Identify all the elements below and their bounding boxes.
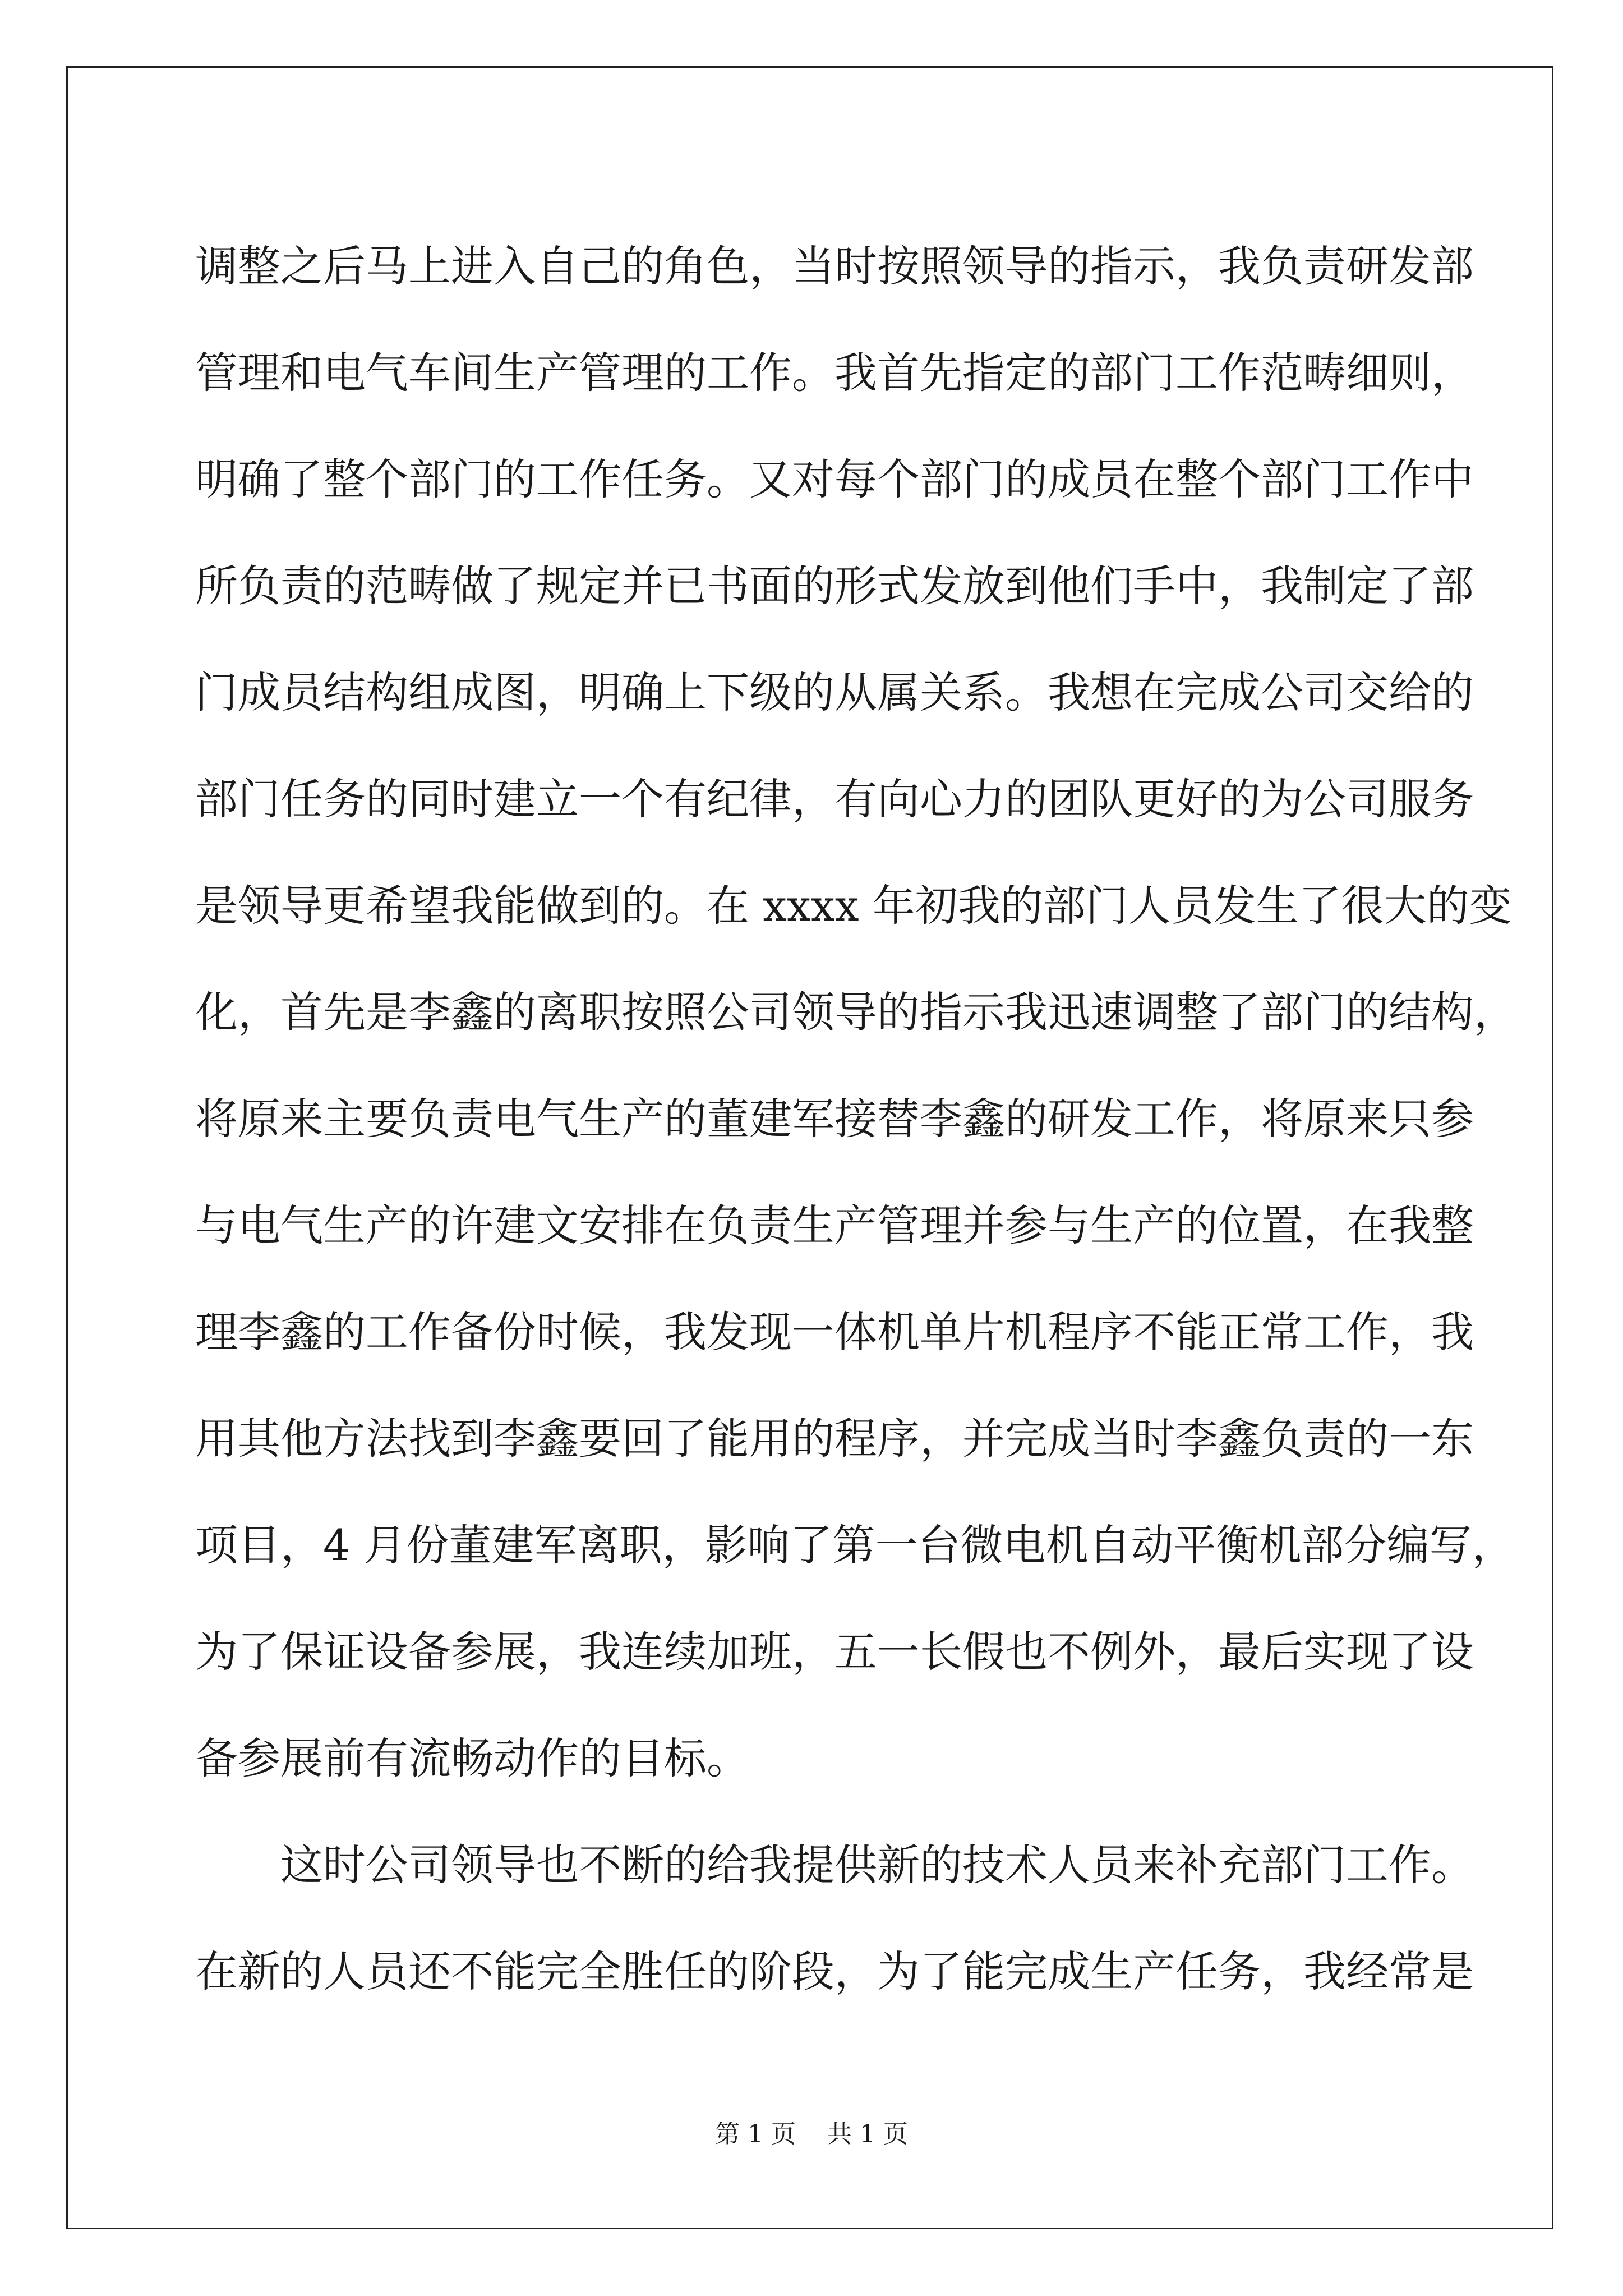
text-line: 与电气生产的许建文安排在负责生产管理并参与生产的位置，在我整 [195,1200,1474,1250]
page-number: 第 1 页 [715,2120,796,2148]
text-line: 在新的人员还不能完全胜任的阶段，为了能完成生产任务，我经常是 [195,1947,1474,1996]
paragraph-start-line: 这时公司领导也不断的给我提供新的技术人员来补充部门工作。 [280,1840,1474,1890]
text-line: 用其他方法找到李鑫要回了能用的程序，并完成当时李鑫负责的一东 [195,1414,1474,1464]
text-line: 理李鑫的工作备份时候，我发现一体机单片机程序不能正常工作，我 [195,1307,1474,1357]
text-line: 管理和电气车间生产管理的工作。我首先指定的部门工作范畴细则， [195,348,1474,398]
text-line: 所负责的范畴做了规定并已书面的形式发放到他们手中，我制定了部 [195,561,1474,611]
text-line: 明确了整个部门的工作任务。又对每个部门的成员在整个部门工作中 [195,454,1474,504]
text-line: 门成员结构组成图，明确上下级的从属关系。我想在完成公司交给的 [195,668,1474,717]
page-footer [0,2114,1623,2150]
text-line: 部门任务的同时建立一个有纪律，有向心力的团队更好的为公司服务 [195,774,1474,824]
text-line: 化，首先是李鑫的离职按照公司领导的指示我迅速调整了部门的结构， [195,987,1516,1037]
text-line: 项目，4 月份董建军离职，影响了第一台微电机自动平衡机部分编写， [195,1520,1515,1570]
document-body [195,213,1516,2025]
page-total: 共 1 页 [827,2120,908,2148]
text-line: 将原来主要负责电气生产的董建军接替李鑫的研发工作，将原来只参 [195,1094,1474,1144]
text-line: 是领导更希望我能做到的。在 xxxx 年初我的部门人员发生了很大的变 [195,881,1512,931]
text-line: 备参展前有流畅动作的目标。 [195,1733,749,1783]
text-line: 为了保证设备参展，我连续加班，五一长假也不例外，最后实现了设 [195,1627,1474,1677]
text-line: 调整之后马上进入自己的角色，当时按照领导的指示，我负责研发部 [195,241,1474,291]
